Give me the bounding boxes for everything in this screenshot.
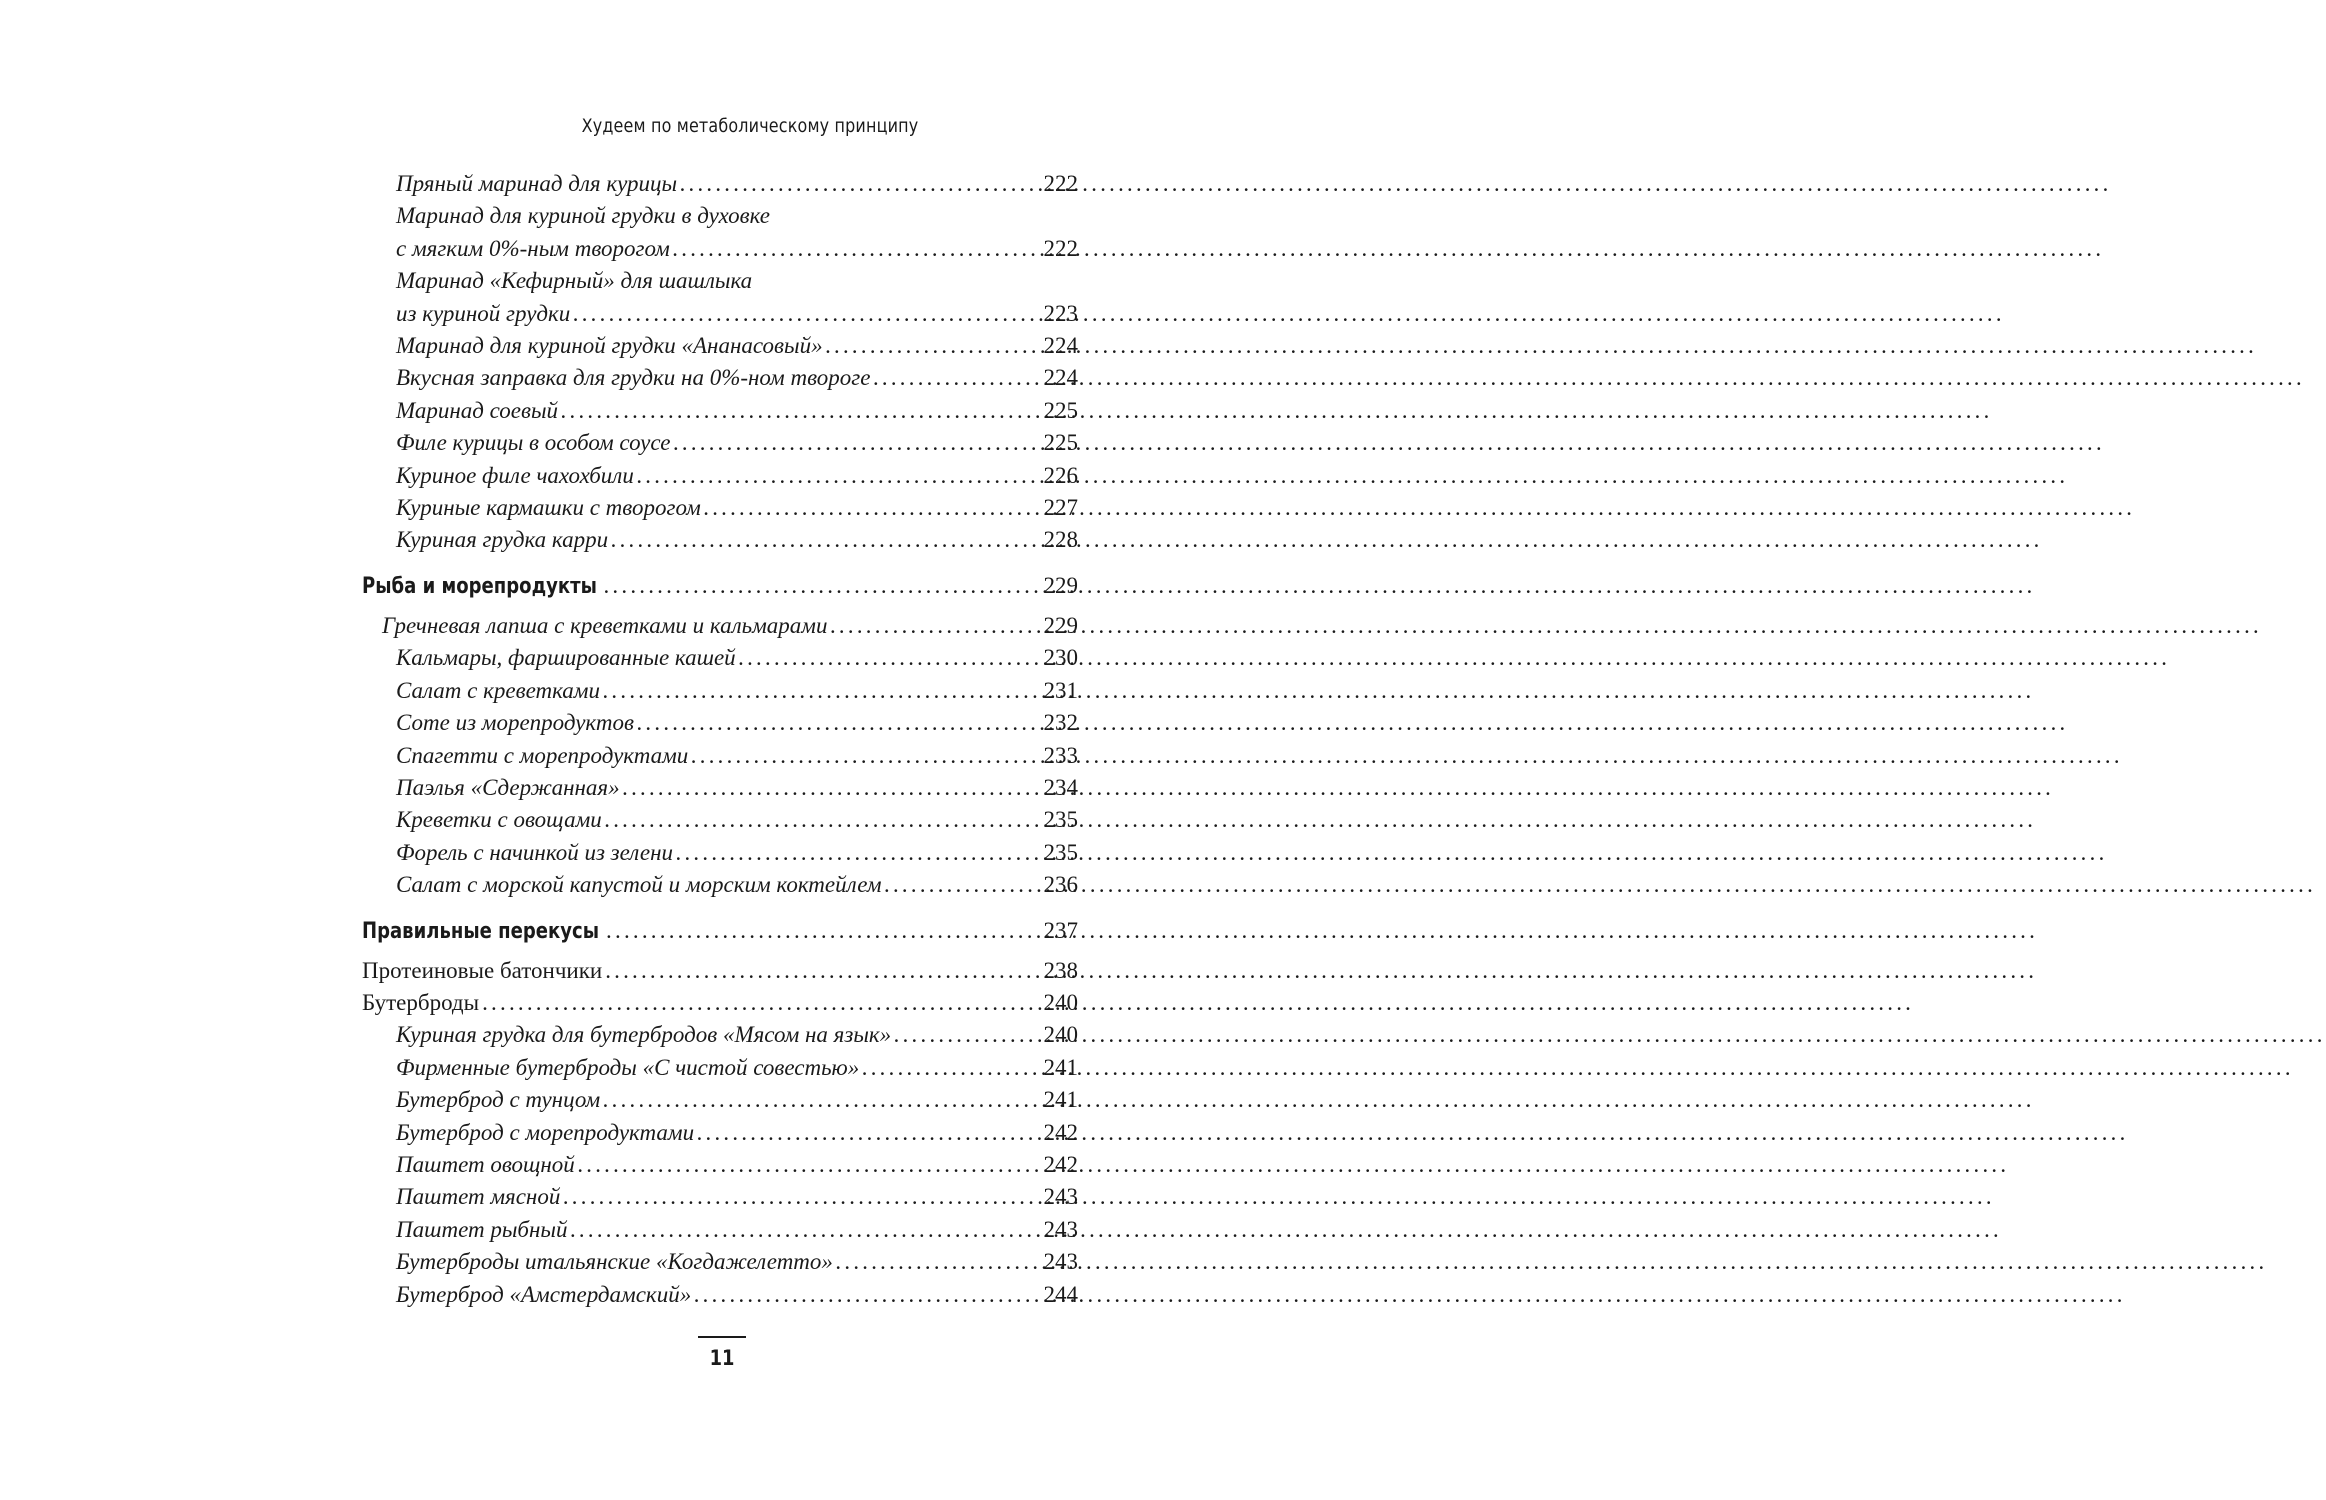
toc-entry-title: Соте из морепродуктов — [396, 710, 634, 736]
toc-continuation-line: Маринад «Кефирный» для шашлыка — [396, 268, 753, 294]
toc-entry-title: Рыба и морепродукты — [362, 573, 597, 599]
toc-entry-title: Бутерброд «Амстердамский» — [396, 1281, 692, 1307]
toc-entry — [362, 460, 1078, 492]
toc-entry-page: 235 — [1043, 839, 1078, 865]
toc-entry-title: Паштет рыбный — [396, 1216, 568, 1242]
toc-dot-leader — [670, 233, 1041, 265]
toc-entry — [362, 740, 1078, 772]
toc-entry-title: Маринад соевый — [396, 397, 559, 423]
table-of-contents — [362, 168, 1078, 1311]
toc-entry-title: Куриная грудка для бутербродов «Мясом на язык» — [396, 1022, 892, 1048]
toc-entry-title: Куриные кармашки с творогом — [396, 495, 701, 521]
toc-dot-leader — [600, 569, 1040, 603]
toc-entry — [362, 869, 1078, 901]
toc-entry — [362, 395, 1078, 427]
toc-entry-page: 241 — [1043, 1054, 1078, 1080]
toc-dot-leader — [882, 869, 1041, 901]
toc-entry-page: 228 — [1043, 527, 1078, 553]
toc-dot-leader — [891, 1019, 1040, 1051]
toc-dot-leader — [677, 168, 1040, 200]
toc-dot-leader — [827, 610, 1040, 642]
toc-entry-title: Пряный маринад для курицы — [396, 171, 678, 196]
toc-entry — [362, 707, 1078, 739]
toc-dot-leader — [634, 707, 1041, 739]
toc-entry-page: 243 — [1043, 1249, 1078, 1275]
toc-entry — [362, 1019, 1078, 1051]
toc-dot-leader — [833, 1246, 1041, 1278]
toc-entry-page: 222 — [1043, 235, 1078, 261]
toc-entry-title: Креветки с овощами — [396, 807, 602, 833]
toc-dot-leader — [602, 804, 1041, 836]
toc-entry — [362, 1149, 1078, 1181]
toc-entry — [362, 1181, 1078, 1213]
toc-dot-leader — [670, 427, 1040, 459]
toc-entry-title: Правильные перекусы — [362, 918, 600, 944]
toc-entry-page: 225 — [1043, 430, 1078, 456]
toc-entry-title: Салат с креветками — [396, 677, 600, 703]
toc-dot-leader — [701, 492, 1041, 524]
toc-entry-title: Протеиновые батончики — [362, 957, 603, 983]
toc-dot-leader — [673, 837, 1040, 869]
toc-entry-title: Спагетти с морепродуктами — [396, 742, 689, 768]
toc-entry-title: Кальмары, фаршированные кашей — [396, 645, 736, 671]
toc-entry — [362, 168, 1078, 200]
toc-entry-page: 240 — [1043, 989, 1078, 1015]
toc-entry — [362, 987, 1078, 1019]
toc-entry-page: 224 — [1043, 333, 1078, 359]
toc-dot-leader — [600, 675, 1041, 707]
toc-entry-page: 243 — [1043, 1216, 1078, 1242]
toc-entry — [362, 1214, 1078, 1246]
toc-entry-title: Форель с начинкой из зелени — [396, 839, 674, 865]
toc-entry-page: 227 — [1043, 495, 1078, 521]
toc-entry-title: с мягким 0%-ным творогом — [396, 235, 670, 261]
toc-dot-leader — [560, 1181, 1040, 1213]
toc-dot-leader — [600, 1084, 1040, 1116]
toc-entry-page: 232 — [1043, 710, 1078, 736]
toc-entry-title: Куриная грудка карри — [396, 527, 609, 553]
toc-entry-title: Фирменные бутерброды «С чистой совестью» — [396, 1054, 860, 1080]
toc-entry-title: Бутерброды — [362, 989, 480, 1015]
toc-entry — [362, 233, 1078, 265]
toc-entry-page: 242 — [1043, 1151, 1078, 1177]
toc-dot-leader — [479, 987, 1040, 1019]
toc-entry-page: 234 — [1043, 774, 1078, 800]
toc-entry-title: из куриной грудки — [396, 300, 571, 326]
toc-entry-page: 223 — [1043, 300, 1078, 326]
toc-entry-page: 236 — [1043, 872, 1078, 898]
toc-section-heading — [362, 914, 1078, 949]
toc-entry-page: 237 — [1043, 917, 1078, 943]
toc-entry — [362, 642, 1078, 674]
toc-dot-leader — [608, 524, 1040, 556]
toc-entry — [362, 1279, 1078, 1311]
toc-entry-title: Маринад для куриной грудки «Ананасовый» — [396, 333, 823, 359]
toc-entry-title: Филе курицы в особом соусе — [396, 430, 671, 456]
toc-entry-title: Гречневая лапша с креветками и кальмарами — [382, 612, 828, 638]
toc-entry-page: 242 — [1043, 1119, 1078, 1145]
toc-entry — [362, 1084, 1078, 1116]
toc-entry-page: 231 — [1043, 677, 1078, 703]
toc-dot-leader — [634, 460, 1041, 492]
toc-entry-page: 238 — [1043, 957, 1078, 983]
toc-entry — [362, 1052, 1078, 1084]
toc-entry-title: Куриное филе чахохбили — [396, 462, 634, 488]
toc-entry — [362, 1246, 1078, 1278]
toc-entry-title: Паштет мясной — [396, 1184, 561, 1210]
toc-entry-page: 224 — [1043, 365, 1078, 391]
toc-entry-page: 240 — [1043, 1022, 1078, 1048]
toc-entry-page: 230 — [1043, 645, 1078, 671]
toc-entry — [362, 955, 1078, 987]
toc-entry-title: Бутерброд с морепродуктами — [396, 1119, 695, 1145]
toc-entry-title: Паэлья «Сдержанная» — [396, 774, 620, 800]
toc-dot-leader — [688, 740, 1040, 772]
toc-entry — [362, 610, 1078, 642]
toc-entry — [362, 524, 1078, 556]
toc-section-heading — [362, 569, 1078, 604]
toc-dot-leader — [602, 955, 1040, 987]
toc-dot-leader — [567, 1214, 1040, 1246]
toc-entry — [362, 427, 1078, 459]
toc-dot-leader — [575, 1149, 1041, 1181]
toc-dot-leader — [694, 1117, 1040, 1149]
toc-dot-leader — [736, 642, 1041, 674]
toc-dot-leader — [870, 362, 1040, 394]
toc-entry-page: 233 — [1043, 742, 1078, 768]
toc-continuation-line: Маринад для куриной грудки в духовке — [396, 203, 770, 229]
toc-entry-page: 229 — [1043, 612, 1078, 638]
toc-entry-title: Вкусная заправка для грудки на 0%-ном твороге — [396, 365, 871, 391]
toc-entry — [362, 330, 1078, 362]
toc-entry-page: 225 — [1043, 397, 1078, 423]
toc-entry — [362, 804, 1078, 836]
toc-entry — [362, 362, 1078, 394]
toc-entry — [362, 492, 1078, 524]
toc-entry — [362, 1117, 1078, 1149]
toc-entry — [362, 675, 1078, 707]
toc-entry-page: 226 — [1043, 462, 1078, 488]
toc-entry-page: 244 — [1043, 1281, 1078, 1307]
toc-dot-leader — [691, 1279, 1040, 1311]
toc-entry-title: Салат с морской капустой и морским коктейлем — [396, 872, 882, 898]
toc-dot-leader — [620, 772, 1041, 804]
toc-entry — [362, 298, 1078, 330]
page-number: 11 — [709, 1346, 735, 1370]
toc-entry-page: 241 — [1043, 1087, 1078, 1113]
toc-entry-page: 235 — [1043, 807, 1078, 833]
running-head: Худеем по метаболическому принципу — [581, 115, 919, 137]
page-number-rule — [698, 1336, 746, 1338]
toc-entry-title: Бутерброды итальянские «Когдажелетто» — [396, 1249, 833, 1275]
toc-dot-leader — [859, 1052, 1040, 1084]
toc-entry-page: 229 — [1043, 572, 1078, 598]
toc-entry-title: Бутерброд с тунцом — [396, 1087, 601, 1113]
toc-dot-leader — [603, 914, 1040, 948]
toc-dot-leader — [570, 298, 1040, 330]
toc-entry-page: 243 — [1043, 1184, 1078, 1210]
toc-entry-title: Паштет овощной — [396, 1151, 575, 1177]
toc-dot-leader — [558, 395, 1040, 427]
toc-entry — [362, 837, 1078, 869]
toc-dot-leader — [823, 330, 1041, 362]
toc-entry-page: 222 — [1043, 171, 1078, 196]
toc-entry — [362, 772, 1078, 804]
